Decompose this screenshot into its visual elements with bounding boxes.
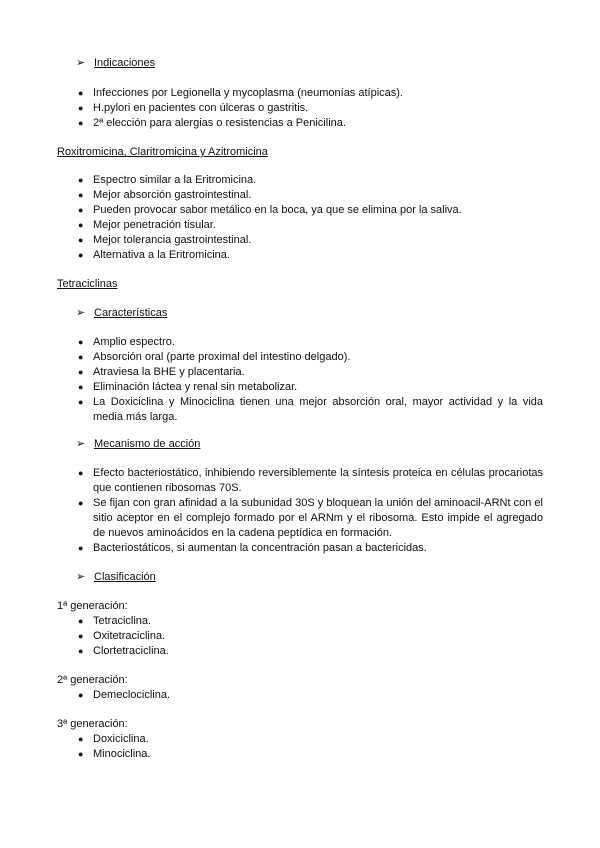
list-item: Amplio espectro. (93, 336, 175, 348)
list-item: Bacteriostáticos, si aumentan la concentración pasan a bactericidas. (93, 542, 427, 554)
mecanismo-heading: Mecanismo de acción (94, 438, 201, 450)
arrow-bullet-icon: ➢ (76, 571, 86, 583)
list-item: Mejor tolerancia gastrointestinal. (93, 234, 252, 246)
bullet-icon: ● (78, 367, 84, 377)
generation-label: 2ª generación: (57, 674, 128, 686)
list-item: Se fijan con gran afinidad a la subunidad 30S y bloquean la unión del aminoacil-ARNt con el sitio aceptor en el complejo formado por el ARNm y el ribosoma. Esto impide el agregado de nuevos aminoácidos en la cadena peptídica en formación. (93, 497, 543, 539)
arrow-bullet-icon: ➢ (76, 307, 86, 319)
bullet-icon: ● (78, 616, 84, 626)
list-item: Demeclociclina. (93, 689, 171, 701)
list-item: H.pylori en pacientes con úlceras o gastritis. (93, 102, 309, 114)
bullet-icon: ● (78, 88, 84, 98)
bullet-icon: ● (78, 205, 84, 215)
bullet-icon: ● (78, 631, 84, 641)
list-item: Mejor penetración tisular. (93, 219, 216, 231)
list-item: Pueden provocar sabor metálico en la boca, ya que se elimina por la saliva. (93, 204, 462, 216)
tetraciclinas-title: Tetraciclinas (57, 278, 118, 290)
list-item: 2ª elección para alergias o resistencias a Penicilina. (93, 117, 346, 129)
list-item: Mejor absorción gastrointestinal. (93, 189, 252, 201)
generation-label: 1ª generación: (57, 600, 128, 612)
bullet-icon: ● (78, 337, 84, 347)
bullet-icon: ● (78, 235, 84, 245)
bullet-icon: ● (78, 498, 84, 508)
bullet-icon: ● (78, 175, 84, 185)
bullet-icon: ● (78, 397, 84, 407)
list-item: Eliminación láctea y renal sin metabolizar. (93, 381, 298, 393)
bullet-icon: ● (78, 690, 84, 700)
list-item: Infecciones por Legionella y mycoplasma (neumonías atípicas). (93, 87, 403, 99)
generation-label: 3ª generación: (57, 718, 128, 730)
list-item: Efecto bacteriostático, inhibiendo reversiblemente la síntesis proteica en células procariotas que contienen ribosomas 70S. (93, 467, 543, 494)
bullet-icon: ● (78, 749, 84, 759)
list-item: Doxiciclina. (93, 733, 149, 745)
indicaciones-heading: Indicaciones (94, 57, 156, 69)
clasificacion-heading: Clasificación (94, 571, 156, 583)
bullet-icon: ● (78, 734, 84, 744)
bullet-icon: ● (78, 468, 84, 478)
list-item: Oxitetraciclina. (93, 630, 166, 642)
arrow-bullet-icon: ➢ (76, 438, 86, 450)
bullet-icon: ● (78, 118, 84, 128)
caracteristicas-heading: Características (94, 307, 168, 319)
list-item: Atraviesa la BHE y placentaria. (93, 366, 245, 378)
bullet-icon: ● (78, 646, 84, 656)
bullet-icon: ● (78, 352, 84, 362)
list-item: La Doxiciclina y Minociclina tienen una mejor absorción oral, mayor actividad y la vida media más larga. (93, 396, 543, 423)
bullet-icon: ● (78, 250, 84, 260)
bullet-icon: ● (78, 543, 84, 553)
bullet-icon: ● (78, 220, 84, 230)
list-item: Absorción oral (parte proximal del intestino delgado). (93, 351, 351, 363)
roxi-title: Roxitromicina, Claritromicina y Azitromicina (57, 146, 268, 158)
arrow-bullet-icon: ➢ (76, 57, 86, 69)
list-item: Minociclina. (93, 748, 151, 760)
list-item: Tetraciclina. (93, 615, 152, 627)
bullet-icon: ● (78, 190, 84, 200)
bullet-icon: ● (78, 103, 84, 113)
list-item: Alternativa a la Eritromicina. (93, 249, 230, 261)
list-item: Espectro similar a la Eritromicina. (93, 174, 257, 186)
bullet-icon: ● (78, 382, 84, 392)
list-item: Clortetraciclina. (93, 645, 169, 657)
